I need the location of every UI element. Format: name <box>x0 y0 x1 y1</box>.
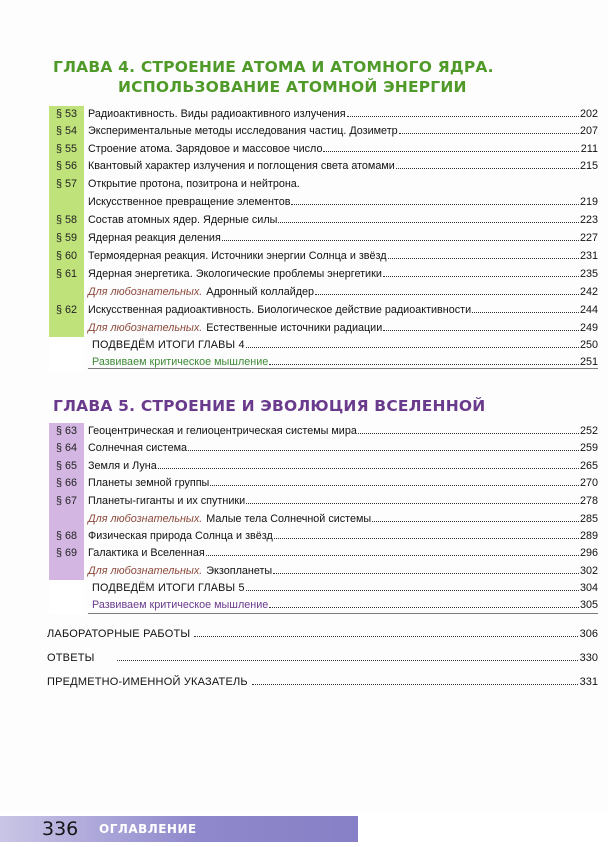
entry-title: Ядерная энергетика. Экологические проблемы энергетики <box>88 268 382 280</box>
entry-title: ОТВЕТЫ <box>47 652 95 664</box>
toc-entry-69[interactable] <box>0 545 608 562</box>
toc-entry-index[interactable] <box>0 673 608 691</box>
toc-entry-63[interactable] <box>0 423 608 440</box>
toc-entry-59[interactable] <box>0 230 608 247</box>
toc-entry-57[interactable] <box>0 176 608 193</box>
section-number: § 53 <box>55 108 77 120</box>
entry-title: Искусственное превращение элементов <box>88 196 291 208</box>
dot-leader <box>273 572 579 574</box>
dot-leader <box>158 467 579 469</box>
entry-page: 215 <box>579 160 598 172</box>
dot-leader <box>388 257 579 259</box>
toc-entry-68[interactable] <box>0 528 608 545</box>
entry-page: 289 <box>579 530 598 542</box>
section-number: § 63 <box>55 425 77 437</box>
entry-title: Физическая природа Солнца и звёзд <box>88 530 273 542</box>
entry-page: 249 <box>579 322 598 334</box>
entry-page: 242 <box>579 286 598 298</box>
entry-page: 305 <box>579 599 598 611</box>
dot-leader <box>269 606 579 608</box>
page-number: 336 <box>42 818 79 840</box>
toc-entry-summary-5[interactable] <box>0 580 608 597</box>
entry-title: Ядерная реакция деления <box>88 232 221 244</box>
entry-title: Открытие протона, позитрона и нейтрона. <box>88 178 300 190</box>
chapter-5-title-line-1: ГЛАВА 5. СТРОЕНИЕ И ЭВОЛЮЦИЯ ВСЕЛЕННОЙ <box>53 397 486 415</box>
entry-title: Искусственная радиоактивность. Биологическое действие радиоактивности <box>88 304 472 316</box>
dot-leader <box>222 239 579 241</box>
entry-title: Радиоактивность. Виды радиоактивного излучения <box>88 108 346 120</box>
entry-page: 278 <box>579 495 598 507</box>
toc-entry-64[interactable] <box>0 440 608 457</box>
entry-page: 251 <box>579 356 598 368</box>
toc-entry-61[interactable] <box>0 266 608 283</box>
chapter-4-divider <box>88 368 598 369</box>
footer-label: ОГЛАВЛЕНИЕ <box>99 822 197 836</box>
dot-leader <box>278 221 579 223</box>
dot-leader <box>252 683 578 685</box>
entry-title: Квантовый характер излучения и поглощения света атомами <box>88 160 395 172</box>
dot-leader <box>358 432 579 434</box>
entry-title: ПОДВЕДЁМ ИТОГИ ГЛАВЫ 5 <box>92 582 245 594</box>
page-footer <box>0 812 608 847</box>
entry-title: Экзопланеты <box>206 565 273 577</box>
entry-page: 244 <box>579 304 598 316</box>
toc-entry-67[interactable] <box>0 493 608 510</box>
entry-title: Состав атомных ядер. Ядерные силы <box>88 214 278 226</box>
toc-entry-critical-5[interactable] <box>0 597 608 614</box>
entry-page: 223 <box>579 214 598 226</box>
entry-title: Экспериментальные методы исследования частиц. Дозиметр <box>88 125 398 137</box>
for-curious-label: Для любознательных. <box>88 513 203 525</box>
toc-entry-66[interactable] <box>0 475 608 492</box>
entry-title: Развиваем критическое мышление <box>92 356 269 368</box>
toc-entry-curious-exoplanets[interactable] <box>0 563 608 580</box>
dot-leader <box>188 449 579 451</box>
for-curious-label: Для любознательных. <box>88 322 203 334</box>
for-curious-label: Для любознательных. <box>88 565 203 577</box>
entry-page: 202 <box>579 108 598 120</box>
dot-leader <box>210 484 579 486</box>
for-curious-label: Для любознательных. <box>88 286 203 298</box>
entry-page: 304 <box>579 582 598 594</box>
toc-entry-65[interactable] <box>0 458 608 475</box>
dot-leader <box>383 329 579 331</box>
dot-leader <box>246 589 579 591</box>
section-number: § 69 <box>55 547 77 559</box>
entry-title: ЛАБОРАТОРНЫЕ РАБОТЫ <box>47 628 191 640</box>
toc-entry-53[interactable] <box>0 106 608 123</box>
entry-page: 207 <box>579 125 598 137</box>
toc-entry-62[interactable] <box>0 302 608 319</box>
entry-title: Малые тела Солнечной системы <box>206 513 372 525</box>
entry-title: Планеты земной группы <box>88 477 210 489</box>
toc-entry-56[interactable] <box>0 158 608 175</box>
toc-entry-lab-works[interactable] <box>0 625 608 643</box>
entry-page: 331 <box>579 676 598 688</box>
toc-entry-curious-collider[interactable] <box>0 284 608 301</box>
section-number: § 61 <box>55 268 77 280</box>
entry-page: 265 <box>579 460 598 472</box>
entry-page: 259 <box>579 442 598 454</box>
entry-title: Галактика и Вселенная <box>88 547 205 559</box>
section-number: § 57 <box>55 178 77 190</box>
dot-leader <box>323 150 579 152</box>
dot-leader <box>117 659 578 661</box>
entry-title: Планеты-гиганты и их спутники <box>88 495 246 507</box>
entry-page: 330 <box>579 652 598 664</box>
entry-page: 270 <box>579 477 598 489</box>
section-number: § 59 <box>55 232 77 244</box>
dot-leader <box>246 502 579 504</box>
entry-title: Строение атома. Зарядовое и массовое число <box>88 143 323 155</box>
toc-entry-curious-radiation[interactable] <box>0 320 608 337</box>
entry-title: Адронный коллайдер <box>206 286 315 298</box>
entry-title: Солнечная система <box>88 442 187 454</box>
chapter-5-contents <box>0 423 608 614</box>
chapter-4-title-line-2: ИСПОЛЬЗОВАНИЕ АТОМНОЙ ЭНЕРГИИ <box>118 78 467 96</box>
toc-entry-55[interactable] <box>0 141 608 158</box>
entry-title: ПОДВЕДЁМ ИТОГИ ГЛАВЫ 4 <box>92 339 245 351</box>
entry-title: Естественные источники радиации <box>206 322 383 334</box>
entry-title: Геоцентрическая и гелиоцентрическая системы мира <box>88 425 357 437</box>
section-number: § 56 <box>55 160 77 172</box>
entry-page: 227 <box>579 232 598 244</box>
chapter-4-title-line-1: ГЛАВА 4. СТРОЕНИЕ АТОМА И АТОМНОГО ЯДРА. <box>53 58 494 76</box>
entry-title: Земля и Луна <box>88 460 157 472</box>
section-number: § 62 <box>55 304 77 316</box>
dot-leader <box>274 537 579 539</box>
section-number: § 60 <box>55 250 77 262</box>
section-number: § 66 <box>55 477 77 489</box>
toc-entry-summary-4[interactable] <box>0 337 608 354</box>
entry-page: 231 <box>579 250 598 262</box>
section-number: § 65 <box>55 460 77 472</box>
entry-page: 211 <box>580 143 598 155</box>
toc-entry-curious-small-bodies[interactable] <box>0 511 608 528</box>
entry-page: 302 <box>579 565 598 577</box>
dot-leader <box>315 293 579 295</box>
chapter-5-divider <box>88 613 598 614</box>
section-number: § 58 <box>55 214 77 226</box>
entry-page: 252 <box>579 425 598 437</box>
section-number: § 68 <box>55 530 77 542</box>
dot-leader <box>269 363 579 365</box>
dot-leader <box>472 311 579 313</box>
dot-leader <box>206 554 579 556</box>
entry-page: 235 <box>579 268 598 280</box>
chapter-4-contents <box>0 106 608 372</box>
entry-page: 306 <box>579 628 598 640</box>
dot-leader <box>396 167 579 169</box>
toc-entry-57-continued[interactable] <box>0 194 608 211</box>
entry-title: Термоядерная реакция. Источники энергии Солнца и звёзд <box>88 250 387 262</box>
dot-leader <box>246 346 579 348</box>
toc-entry-60[interactable] <box>0 248 608 265</box>
toc-entry-answers[interactable] <box>0 649 608 667</box>
entry-title: ПРЕДМЕТНО-ИМЕННОЙ УКАЗАТЕЛЬ <box>47 676 248 688</box>
dot-leader <box>291 203 579 205</box>
dot-leader <box>383 275 579 277</box>
entry-page: 250 <box>579 339 598 351</box>
toc-entry-54[interactable] <box>0 123 608 140</box>
dot-leader <box>372 520 579 522</box>
entry-page: 285 <box>579 513 598 525</box>
dot-leader <box>399 132 579 134</box>
section-number: § 55 <box>55 143 77 155</box>
toc-entry-58[interactable] <box>0 212 608 229</box>
dot-leader <box>194 635 577 637</box>
section-number: § 54 <box>55 125 77 137</box>
entry-page: 219 <box>579 196 598 208</box>
entry-page: 296 <box>579 547 598 559</box>
dot-leader <box>347 115 579 117</box>
section-number: § 64 <box>55 442 77 454</box>
section-number: § 67 <box>55 495 77 507</box>
entry-title: Развиваем критическое мышление <box>92 599 269 611</box>
